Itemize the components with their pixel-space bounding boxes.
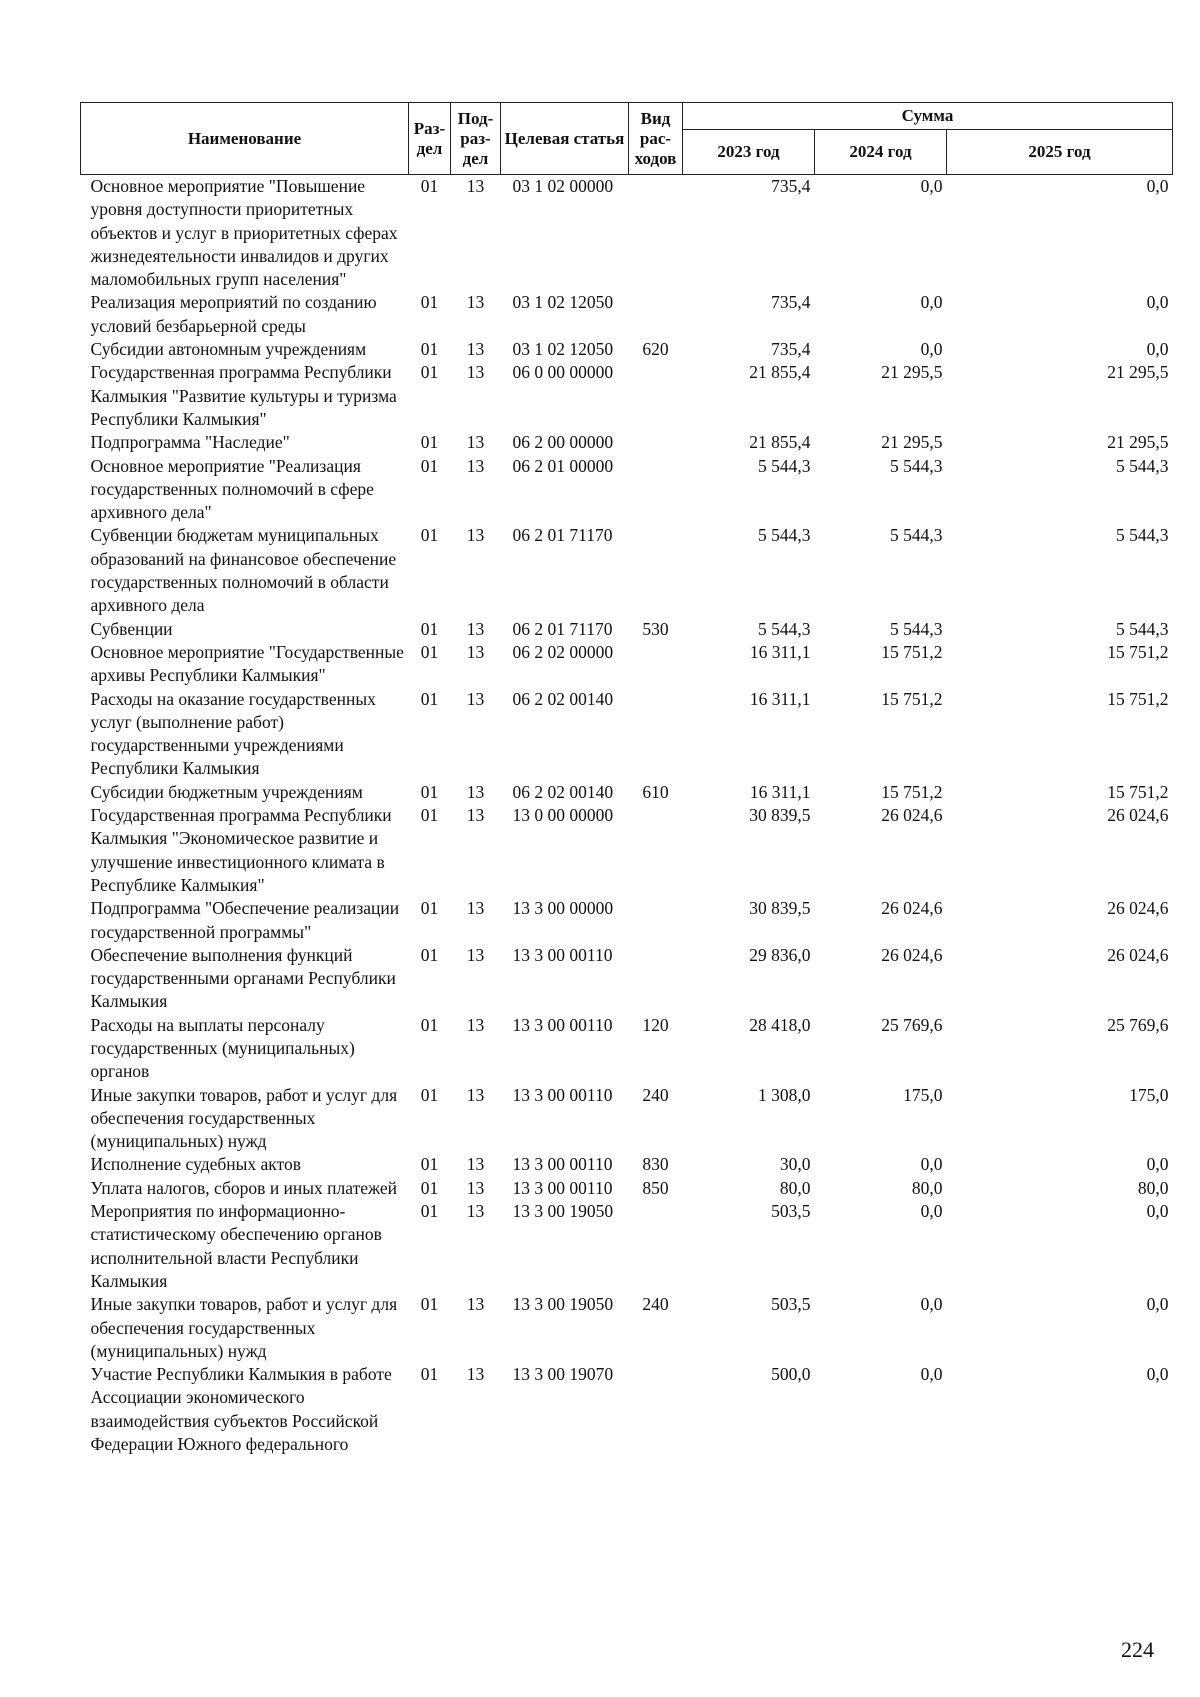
row-sum-2023: 503,5 [771, 1201, 811, 1222]
row-sum-2024: 15 751,2 [881, 688, 943, 709]
row-sum-2024: 80,0 [911, 1177, 943, 1198]
row-podrazdel: 13 [466, 618, 485, 639]
row-vid-rashodov [629, 1363, 683, 1456]
row-sum-2025: 5 544,3 [1116, 525, 1169, 546]
row-razdel: 01 [420, 618, 439, 639]
row-name: Исполнение судебных актов [90, 1154, 302, 1175]
row-podrazdel: 13 [466, 1014, 485, 1035]
row-celevaya-statya: 03 1 02 12050 [512, 339, 614, 360]
row-podrazdel: 13 [466, 339, 485, 360]
row-sum-2025: 26 024,6 [1107, 944, 1169, 965]
budget-table [80, 102, 1173, 1456]
header-name: Наименование [81, 103, 409, 175]
row-sum-2025: 15 751,2 [1107, 641, 1169, 662]
row-celevaya-statya: 06 2 02 00140 [512, 688, 614, 709]
row-sum-2023: 29 836,0 [749, 944, 811, 965]
table-row [81, 524, 1173, 617]
row-vid-rashodov [629, 688, 683, 781]
row-podrazdel: 13 [466, 525, 485, 546]
row-sum-2025: 0,0 [1146, 339, 1169, 360]
table-row [81, 1293, 1173, 1363]
row-razdel: 01 [420, 1177, 439, 1198]
row-sum-2023: 5 544,3 [758, 455, 811, 476]
row-podrazdel: 13 [466, 362, 485, 383]
header-podrazdel: Под-раз-дел [451, 103, 501, 175]
table-row [81, 291, 1173, 338]
row-sum-2024: 21 295,5 [881, 432, 943, 453]
row-celevaya-statya: 13 3 00 19050 [512, 1201, 614, 1222]
row-vid-rashodov: 610 [642, 781, 669, 802]
row-celevaya-statya: 06 2 02 00140 [512, 781, 614, 802]
row-razdel: 01 [420, 641, 439, 662]
row-name: Уплата налогов, сборов и иных платежей [90, 1177, 397, 1198]
row-sum-2023: 1 308,0 [758, 1084, 811, 1105]
row-sum-2025: 21 295,5 [1107, 362, 1169, 383]
row-podrazdel: 13 [466, 781, 485, 802]
row-vid-rashodov [629, 431, 683, 454]
row-sum-2025: 0,0 [1146, 1294, 1169, 1315]
row-name: Субсидии бюджетным учреждениям [90, 781, 363, 802]
row-celevaya-statya: 06 0 00 00000 [512, 362, 614, 383]
table-row [81, 1014, 1173, 1084]
page-number: 224 [1121, 1637, 1154, 1662]
row-sum-2025: 21 295,5 [1107, 432, 1169, 453]
row-name: Субвенции [90, 618, 173, 639]
row-sum-2023: 735,4 [771, 339, 811, 360]
header-vid-rashodov: Вид рас-ходов [629, 103, 683, 175]
row-podrazdel: 13 [466, 1177, 485, 1198]
row-vid-rashodov: 120 [642, 1014, 669, 1035]
row-sum-2023: 735,4 [771, 176, 811, 196]
row-sum-2025: 0,0 [1146, 1201, 1169, 1222]
row-sum-2024: 0,0 [920, 176, 943, 196]
row-name: Расходы на оказание государственных услуг (выполнение работ) государственными учреждениями Республики Калмыкия [90, 688, 376, 779]
row-podrazdel: 13 [466, 1364, 485, 1385]
row-celevaya-statya: 13 3 00 00110 [512, 1084, 613, 1105]
header-razdel: Раз-дел [409, 103, 451, 175]
row-sum-2023: 5 544,3 [758, 618, 811, 639]
table-row [81, 641, 1173, 688]
row-podrazdel: 13 [466, 176, 485, 196]
row-sum-2023: 5 544,3 [758, 525, 811, 546]
row-sum-2023: 28 418,0 [749, 1014, 811, 1035]
table-row [81, 1084, 1173, 1154]
row-razdel: 01 [420, 1364, 439, 1385]
row-sum-2024: 26 024,6 [881, 898, 943, 919]
row-vid-rashodov [629, 1200, 683, 1293]
row-celevaya-statya: 06 2 02 00000 [512, 641, 614, 662]
row-sum-2024: 0,0 [920, 292, 943, 313]
row-name: Участие Республики Калмыкия в работе Ассоциации экономического взаимодействия субъектов Российской Федерации Южного федерального [90, 1364, 392, 1455]
row-sum-2025: 175,0 [1129, 1084, 1169, 1105]
table-row [81, 897, 1173, 944]
row-vid-rashodov [629, 897, 683, 944]
row-podrazdel: 13 [466, 292, 485, 313]
table-row [81, 1363, 1173, 1456]
row-sum-2023: 21 855,4 [749, 362, 811, 383]
row-name: Субвенции бюджетам муниципальных образований на финансовое обеспечение государственных полномочий в области архивного дела [90, 525, 397, 616]
row-celevaya-statya: 13 3 00 19070 [512, 1364, 614, 1385]
row-vid-rashodov [629, 455, 683, 525]
row-podrazdel: 13 [466, 455, 485, 476]
row-sum-2024: 21 295,5 [881, 362, 943, 383]
row-vid-rashodov [629, 524, 683, 617]
row-sum-2024: 0,0 [920, 1364, 943, 1385]
table-row [81, 688, 1173, 781]
row-name: Расходы на выплаты персоналу государственных (муниципальных) органов [90, 1014, 355, 1082]
row-razdel: 01 [420, 432, 439, 453]
row-vid-rashodov [629, 641, 683, 688]
row-celevaya-statya: 03 1 02 00000 [512, 176, 614, 196]
row-sum-2024: 15 751,2 [881, 641, 943, 662]
row-celevaya-statya: 03 1 02 12050 [512, 292, 614, 313]
row-sum-2024: 26 024,6 [881, 944, 943, 965]
table-row [81, 1200, 1173, 1293]
table-row [81, 944, 1173, 1014]
row-sum-2025: 0,0 [1146, 1364, 1169, 1385]
row-sum-2024: 0,0 [920, 1154, 943, 1175]
row-podrazdel: 13 [466, 1154, 485, 1175]
row-name: Основное мероприятие "Реализация государственных полномочий в сфере архивного дела" [90, 455, 374, 523]
row-name: Иные закупки товаров, работ и услуг для обеспечения государственных (муниципальных) нужд [90, 1084, 398, 1152]
table-row [81, 175, 1173, 292]
row-sum-2024: 25 769,6 [881, 1014, 943, 1035]
row-sum-2025: 15 751,2 [1107, 781, 1169, 802]
row-vid-rashodov [629, 944, 683, 1014]
row-razdel: 01 [420, 781, 439, 802]
row-sum-2023: 30 839,5 [749, 805, 811, 826]
row-podrazdel: 13 [466, 1084, 485, 1105]
row-name: Иные закупки товаров, работ и услуг для обеспечения государственных (муниципальных) нужд [90, 1294, 398, 1361]
row-name: Субсидии автономным учреждениям [90, 339, 367, 360]
row-name: Государственная программа Республики Калмыкия "Развитие культуры и туризма Республики Калмыкия" [90, 362, 397, 429]
row-podrazdel: 13 [466, 688, 485, 709]
table-row [81, 455, 1173, 525]
header-celevaya-statya: Целевая статья [501, 103, 629, 175]
row-sum-2023: 16 311,1 [749, 688, 811, 709]
row-name: Обеспечение выполнения функций государственными органами Республики Калмыкия [90, 944, 396, 1012]
row-name: Мероприятия по информационно-статистическому обеспечению органов исполнительной власти Республики Калмыкия [90, 1201, 382, 1291]
row-razdel: 01 [420, 362, 439, 383]
row-sum-2023: 16 311,1 [749, 641, 811, 662]
row-vid-rashodov: 850 [642, 1177, 669, 1198]
row-celevaya-statya: 13 0 00 00000 [512, 805, 614, 826]
row-sum-2024: 15 751,2 [881, 781, 943, 802]
row-vid-rashodov: 240 [642, 1084, 669, 1105]
row-razdel: 01 [420, 1201, 439, 1222]
row-vid-rashodov: 620 [642, 339, 669, 360]
row-sum-2024: 26 024,6 [881, 805, 943, 826]
row-sum-2023: 80,0 [779, 1177, 811, 1198]
row-vid-rashodov: 530 [642, 618, 669, 639]
row-sum-2024: 5 544,3 [890, 455, 943, 476]
row-podrazdel: 13 [466, 805, 485, 826]
row-sum-2025: 0,0 [1146, 1154, 1169, 1175]
row-vid-rashodov [629, 361, 683, 431]
row-razdel: 01 [420, 292, 439, 313]
row-podrazdel: 13 [466, 898, 485, 919]
table-row [81, 618, 1173, 641]
row-celevaya-statya: 13 3 00 00110 [512, 1177, 613, 1198]
row-sum-2025: 80,0 [1137, 1177, 1169, 1198]
row-sum-2025: 26 024,6 [1107, 898, 1169, 919]
table-row [81, 781, 1173, 804]
table-row [81, 338, 1173, 361]
row-celevaya-statya: 06 2 01 71170 [512, 525, 613, 546]
row-vid-rashodov [629, 175, 683, 292]
row-celevaya-statya: 13 3 00 00110 [512, 1014, 613, 1035]
row-razdel: 01 [420, 176, 439, 196]
row-vid-rashodov: 830 [642, 1154, 669, 1175]
row-sum-2024: 5 544,3 [890, 618, 943, 639]
header-year-2025: 2025 год [947, 130, 1173, 175]
row-vid-rashodov [629, 291, 683, 338]
row-sum-2024: 5 544,3 [890, 525, 943, 546]
row-sum-2025: 5 544,3 [1116, 618, 1169, 639]
row-podrazdel: 13 [466, 641, 485, 662]
row-razdel: 01 [420, 1294, 439, 1315]
row-razdel: 01 [420, 1014, 439, 1035]
row-razdel: 01 [420, 805, 439, 826]
row-razdel: 01 [420, 944, 439, 965]
row-sum-2024: 175,0 [903, 1084, 943, 1105]
row-celevaya-statya: 13 3 00 00110 [512, 1154, 613, 1175]
row-sum-2024: 0,0 [920, 1294, 943, 1315]
table-row [81, 804, 1173, 897]
table-row [81, 431, 1173, 454]
row-sum-2025: 5 544,3 [1116, 455, 1169, 476]
row-name: Основное мероприятие "Повышение уровня доступности приоритетных объектов и услуг в приоритетных сферах жизнедеятельности инвалидов и других маломобильных групп населения" [90, 176, 398, 290]
row-sum-2024: 0,0 [920, 339, 943, 360]
row-sum-2024: 0,0 [920, 1201, 943, 1222]
row-sum-2023: 30,0 [779, 1154, 811, 1175]
row-name: Государственная программа Республики Калмыкия "Экономическое развитие и улучшение инвестиционного климата в Республике Калмыкия" [90, 805, 392, 895]
row-podrazdel: 13 [466, 1201, 485, 1222]
row-celevaya-statya: 13 3 00 19050 [512, 1294, 614, 1315]
row-razdel: 01 [420, 455, 439, 476]
budget-table-page [80, 102, 1172, 1456]
row-sum-2023: 500,0 [771, 1364, 811, 1385]
row-podrazdel: 13 [466, 1294, 485, 1315]
row-name: Реализация мероприятий по созданию условий безбарьерной среды [90, 292, 377, 336]
row-vid-rashodov: 240 [642, 1294, 669, 1315]
header-summa: Сумма [683, 103, 1173, 130]
row-razdel: 01 [420, 1154, 439, 1175]
table-row [81, 1153, 1173, 1176]
row-sum-2025: 15 751,2 [1107, 688, 1169, 709]
row-podrazdel: 13 [466, 944, 485, 965]
row-podrazdel: 13 [466, 432, 485, 453]
row-celevaya-statya: 13 3 00 00110 [512, 944, 613, 965]
row-celevaya-statya: 06 2 01 00000 [512, 455, 614, 476]
row-name: Подпрограмма "Обеспечение реализации государственной программы" [90, 898, 400, 942]
row-razdel: 01 [420, 339, 439, 360]
row-razdel: 01 [420, 688, 439, 709]
row-vid-rashodov [629, 804, 683, 897]
row-sum-2025: 25 769,6 [1107, 1014, 1169, 1035]
header-year-2023: 2023 год [683, 130, 815, 175]
table-body [81, 175, 1173, 1457]
row-celevaya-statya: 06 2 00 00000 [512, 432, 614, 453]
row-razdel: 01 [420, 898, 439, 919]
row-sum-2023: 21 855,4 [749, 432, 811, 453]
header-year-2024: 2024 год [815, 130, 947, 175]
row-celevaya-statya: 06 2 01 71170 [512, 618, 613, 639]
row-sum-2023: 30 839,5 [749, 898, 811, 919]
row-sum-2025: 26 024,6 [1107, 805, 1169, 826]
row-name: Основное мероприятие "Государственные архивы Республики Калмыкия" [90, 641, 404, 686]
table-row [81, 1177, 1173, 1200]
row-name: Подпрограмма "Наследие" [90, 432, 290, 453]
row-celevaya-statya: 13 3 00 00000 [512, 898, 614, 919]
row-razdel: 01 [420, 1084, 439, 1105]
row-sum-2023: 503,5 [771, 1294, 811, 1315]
row-sum-2025: 0,0 [1146, 176, 1169, 196]
row-razdel: 01 [420, 525, 439, 546]
table-header [81, 103, 1173, 175]
row-sum-2025: 0,0 [1146, 292, 1169, 313]
table-row [81, 361, 1173, 431]
row-sum-2023: 735,4 [771, 292, 811, 313]
row-sum-2023: 16 311,1 [749, 781, 811, 802]
